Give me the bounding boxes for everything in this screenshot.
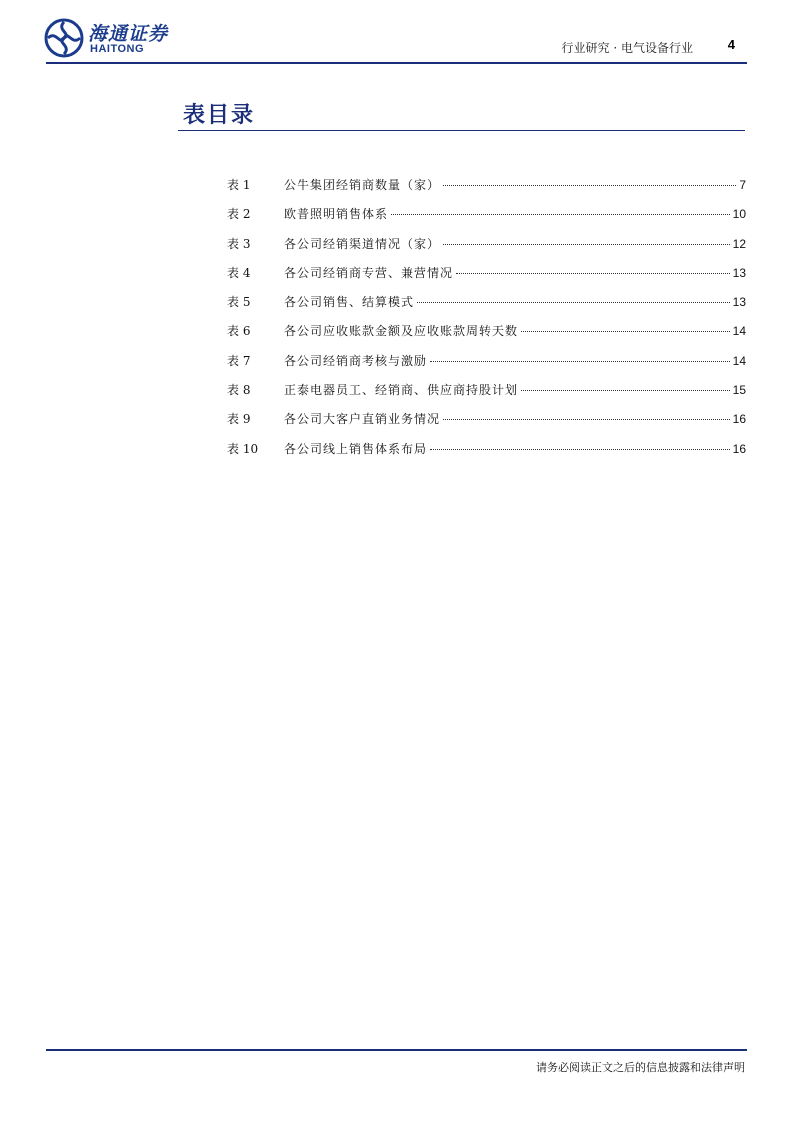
toc-entry-label: 表 1 xyxy=(227,178,251,192)
toc-entry-title: 各公司经销渠道情况（家） xyxy=(284,236,441,251)
header-section-label: 行业研究 · 电气设备行业 xyxy=(561,41,693,55)
toc-entry[interactable] xyxy=(227,440,746,469)
toc-entry-title: 各公司销售、结算模式 xyxy=(284,295,415,310)
toc-entry[interactable] xyxy=(227,322,746,351)
footer-divider xyxy=(46,1049,747,1051)
toc-entry-label: 表 4 xyxy=(227,265,251,280)
toc-leader-dots xyxy=(443,185,736,186)
toc-entry-label: 表 5 xyxy=(227,295,251,310)
toc-leader-dots xyxy=(430,449,730,450)
toc-entry-title: 各公司经销商专营、兼营情况 xyxy=(284,265,454,280)
company-logo xyxy=(44,18,194,60)
toc-entry-label: 表 3 xyxy=(227,236,251,251)
toc-entry-page: 13 xyxy=(732,295,746,310)
toc-entry-page: 10 xyxy=(732,207,746,222)
toc-entry-page: 7 xyxy=(739,178,746,192)
toc-entry-title: 各公司线上销售体系布局 xyxy=(284,441,428,456)
toc-entry-label: 表 2 xyxy=(227,207,251,222)
toc-leader-dots xyxy=(443,419,730,420)
toc-entry-page: 13 xyxy=(732,265,746,280)
haitong-logo-icon xyxy=(44,18,84,58)
toc-entry[interactable] xyxy=(227,381,746,410)
logo-chinese-name: 海通证券 xyxy=(88,23,169,45)
toc-entry[interactable] xyxy=(227,176,746,205)
table-of-contents xyxy=(227,176,746,469)
page-title: 表目录 xyxy=(183,102,256,128)
toc-leader-dots xyxy=(391,214,730,215)
title-underline xyxy=(178,130,745,131)
page-number: 4 xyxy=(727,37,735,52)
toc-entry[interactable] xyxy=(227,410,746,439)
toc-entry[interactable] xyxy=(227,205,746,234)
toc-entry-page: 14 xyxy=(732,353,746,368)
toc-entry-label: 表 7 xyxy=(227,353,251,368)
toc-entry-title: 各公司经销商考核与激励 xyxy=(284,353,428,368)
toc-leader-dots xyxy=(417,302,730,303)
toc-entry-title: 公牛集团经销商数量（家） xyxy=(284,178,441,192)
toc-leader-dots xyxy=(430,361,730,362)
toc-entry[interactable] xyxy=(227,352,746,381)
toc-entry-title: 各公司应收账款金额及应收账款周转天数 xyxy=(284,324,519,339)
toc-entry-page: 14 xyxy=(732,324,746,339)
logo-english-name: HAITONG xyxy=(90,43,145,55)
toc-leader-dots xyxy=(521,331,730,332)
toc-entry-page: 16 xyxy=(732,412,746,427)
header-divider xyxy=(46,62,747,64)
toc-entry-label: 表 8 xyxy=(227,383,251,398)
toc-entry[interactable] xyxy=(227,293,746,322)
toc-entry-label: 表 6 xyxy=(227,324,251,339)
toc-entry-page: 12 xyxy=(732,236,746,251)
toc-entry[interactable] xyxy=(227,264,746,293)
toc-leader-dots xyxy=(443,244,730,245)
toc-entry[interactable] xyxy=(227,235,746,264)
footer-disclaimer: 请务必阅读正文之后的信息披露和法律声明 xyxy=(536,1061,745,1074)
toc-entry-label: 表 9 xyxy=(227,412,251,427)
toc-leader-dots xyxy=(456,273,730,274)
toc-entry-page: 16 xyxy=(732,441,746,456)
toc-entry-title: 各公司大客户直销业务情况 xyxy=(284,412,441,427)
toc-entry-page: 15 xyxy=(732,383,746,398)
toc-entry-title: 欧普照明销售体系 xyxy=(284,207,389,222)
toc-entry-title: 正泰电器员工、经销商、供应商持股计划 xyxy=(284,383,519,398)
toc-entry-label: 表 10 xyxy=(227,441,259,456)
toc-leader-dots xyxy=(521,390,730,391)
